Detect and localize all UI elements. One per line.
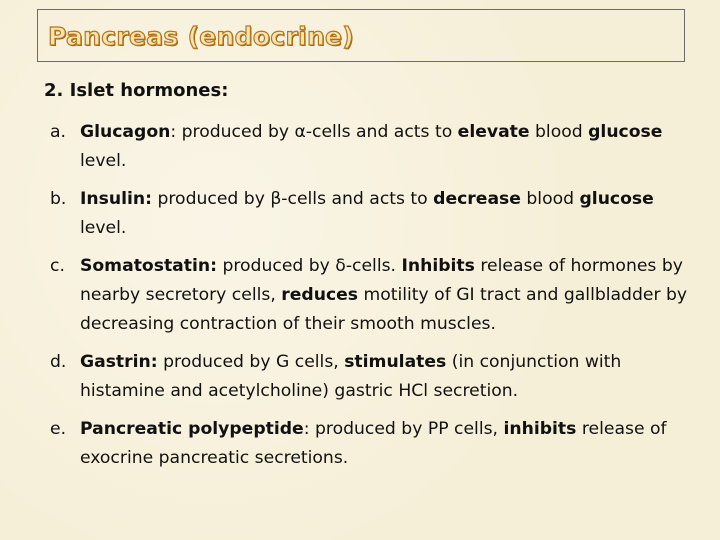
text-run: level.	[80, 151, 127, 171]
bold-text: Insulin:	[80, 189, 152, 209]
title-box	[37, 9, 685, 62]
list-item	[50, 252, 700, 339]
list-item-text	[80, 352, 621, 401]
slide-title: Pancreas (endocrine)	[48, 22, 355, 51]
list-item	[50, 348, 700, 406]
bold-text: stimulates	[344, 352, 447, 372]
text-run: release of exocrine pancreatic secretions.	[80, 419, 667, 468]
list-item-text	[80, 419, 667, 468]
bold-text: elevate	[457, 122, 530, 142]
text-run: produced by δ-cells.	[216, 256, 402, 276]
bold-text: Glucagon	[80, 122, 171, 142]
text-run: produced by G cells,	[157, 352, 345, 372]
text-run: release of hormones by nearby secretory cells,	[80, 256, 683, 305]
text-run: : produced by PP cells,	[303, 419, 504, 439]
list-item-letter: c.	[50, 256, 65, 276]
bold-text: glucose	[579, 189, 654, 209]
text-run: produced by β-cells and acts to	[152, 189, 434, 209]
bold-text: decrease	[433, 189, 521, 209]
list-item-text	[80, 256, 687, 334]
bold-text: reduces	[281, 285, 359, 305]
list-item	[50, 118, 700, 176]
list-item-letter: d.	[50, 352, 67, 372]
list-item-text	[80, 189, 654, 238]
bold-text: glucose	[588, 122, 663, 142]
text-run: blood	[520, 189, 580, 209]
list-item-text	[80, 122, 662, 171]
bold-text: Inhibits	[401, 256, 475, 276]
bold-text: Gastrin:	[80, 352, 158, 372]
section-heading: 2. Islet hormones:	[44, 80, 229, 101]
list-item-letter: e.	[50, 419, 67, 439]
text-run: level.	[80, 218, 127, 238]
list-item-letter: b.	[50, 189, 67, 209]
bold-text: inhibits	[503, 419, 577, 439]
bold-text: Somatostatin:	[80, 256, 217, 276]
text-run: motility of GI tract and gallbladder by decreasing contraction of their smooth muscles.	[80, 285, 688, 334]
list-item	[50, 415, 700, 473]
hormone-list	[50, 118, 700, 482]
bold-text: Pancreatic polypeptide	[80, 419, 304, 439]
text-run: blood	[529, 122, 589, 142]
text-run: : produced by α-cells and acts to	[170, 122, 458, 142]
text-run: (in conjunction with histamine and acetylcholine) gastric HCl secretion.	[80, 352, 622, 401]
list-item-letter: a.	[50, 122, 66, 142]
list-item	[50, 185, 700, 243]
